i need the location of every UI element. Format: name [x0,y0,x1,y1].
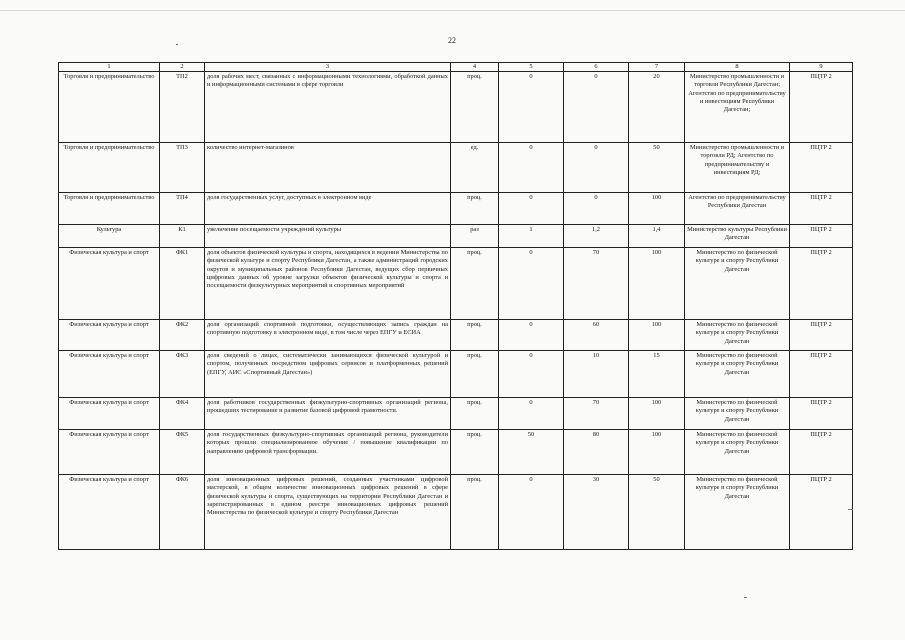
value-cell: 30 [564,475,629,550]
value-cell: 1,2 [564,225,629,248]
unit-cell: проц. [451,351,499,398]
indicator-cell: доля инновационных цифровых решений, созданных участниками цифровой мастерской, в общем количестве инновационных цифровых решений в сфере физической культуры и спорта, существующих на территории Республики Дагестан и зарегистрированных в едином реестре инновационных цифровых решений Министерства по физической культуре и спорту Республики Дагестан [205,475,451,550]
code-cell: ФК2 [160,320,205,351]
value-cell: 1,4 [629,225,685,248]
col-header-5: 5 [499,63,564,72]
responsible-cell: Министерство промышленности и торговли РД; Агентство по предпринимательству и инвестициям РД; [685,143,790,193]
table-row [59,351,853,398]
responsible-cell: Министерство по физической культуре и спорту Республики Дагестан [685,351,790,398]
code-cell: ФК5 [160,430,205,475]
col-header-8: 8 [685,63,790,72]
value-cell: 70 [564,398,629,430]
unit-cell: раз [451,225,499,248]
value-cell: 60 [564,320,629,351]
sector-cell: Физическая культура и спорт [59,475,160,550]
sector-cell: Физическая культура и спорт [59,398,160,430]
value-cell: 0 [564,72,629,143]
unit-cell: проц. [451,430,499,475]
scan-speck [744,597,747,598]
col-header-3: 3 [205,63,451,72]
sector-cell: Культура [59,225,160,248]
value-cell: 0 [499,248,564,320]
responsible-cell: Министерство культуры Республики Дагестан [685,225,790,248]
value-cell: 0 [499,320,564,351]
sector-cell: Торговля и предпринимательство [59,193,160,225]
code-cell: ФК1 [160,248,205,320]
responsible-cell: Министерство промышленности и торговли Республики Дагестан; Агентство по предпринимательству и инвестициям Республики Дагестан; [685,72,790,143]
indicator-cell: доля сведений о лицах, систематически занимающихся физической культурой и спортом, полученных посредством цифровых сервисов и платформенных решений (ЕПГУ, АИС «Спортивный Дагестан») [205,351,451,398]
value-cell: 0 [499,143,564,193]
sector-cell: Физическая культура и спорт [59,248,160,320]
value-cell: 100 [629,193,685,225]
value-cell: 0 [564,143,629,193]
source-cell: ПЦТР 2 [790,320,853,351]
col-header-2: 2 [160,63,205,72]
source-cell: ПЦТР 2 [790,351,853,398]
value-cell: 100 [629,398,685,430]
indicator-cell: доля организаций спортивной подготовки, осуществляющих запись граждан на спортивную подготовку в электронном виде, в том числе через ЕПГУ и ЕСИА [205,320,451,351]
col-header-1: 1 [59,63,160,72]
col-header-9: 9 [790,63,853,72]
value-cell: 20 [629,72,685,143]
indicator-cell: количество интернет-магазинов [205,143,451,193]
header-row [59,63,853,72]
unit-cell: проц. [451,193,499,225]
indicator-cell: доля государственных услуг, доступных в электронном виде [205,193,451,225]
responsible-cell: Министерство по физической культуре и спорту Республики Дагестан [685,248,790,320]
unit-cell: проц. [451,320,499,351]
col-header-4: 4 [451,63,499,72]
sector-cell: Физическая культура и спорт [59,351,160,398]
value-cell: 100 [629,248,685,320]
value-cell: 0 [499,193,564,225]
responsible-cell: Министерство по физической культуре и спорту Республики Дагестан [685,475,790,550]
source-cell: ПЦТР 2 [790,193,853,225]
col-header-6: 6 [564,63,629,72]
table-row [59,320,853,351]
source-cell: ПЦТР 2 [790,72,853,143]
scan-speck [848,509,853,510]
source-cell: ПЦТР 2 [790,430,853,475]
indicator-cell: доля рабочих мест, связанных с информационными технологиями, обработкой данных и информационными системами в сфере торговли [205,72,451,143]
unit-cell: проц. [451,475,499,550]
value-cell: 0 [499,398,564,430]
value-cell: 50 [629,475,685,550]
value-cell: 15 [629,351,685,398]
indicator-cell: увеличение посещаемости учреждений культуры [205,225,451,248]
source-cell: ПЦТР 2 [790,225,853,248]
code-cell: К1 [160,225,205,248]
code-cell: ТП4 [160,193,205,225]
value-cell: 1 [499,225,564,248]
value-cell: 100 [629,320,685,351]
value-cell: 0 [499,351,564,398]
responsible-cell: Агентство по предпринимательству Республики Дагестан [685,193,790,225]
unit-cell: проц. [451,398,499,430]
table-row [59,193,853,225]
unit-cell: ед. [451,143,499,193]
value-cell: 70 [564,248,629,320]
code-cell: ТП3 [160,143,205,193]
sector-cell: Физическая культура и спорт [59,430,160,475]
indicator-cell: доля государственных физкультурно-спортивных организаций региона, руководители которых прошли специализированное обучение / повышение квалификации по направлению цифровой трансформации. [205,430,451,475]
scan-edge-line [0,10,905,11]
indicators-table [58,62,853,550]
table-row [59,430,853,475]
indicator-cell: доля объектов физической культуры и спорта, находящихся в ведении Министерства по физической культуре и спорту Республики Дагестан, а также администраций городских округов и муниципальных районов Республики Дагестан, ведущих сбор первичных цифровых данных об уровне загрузки объектов физической культуры и спорта и посещаемости физкультурных мероприятий и спортивных мероприятий [205,248,451,320]
value-cell: 0 [499,475,564,550]
sector-cell: Торговля и предпринимательство [59,143,160,193]
value-cell: 0 [564,193,629,225]
sector-cell: Торговля и предпринимательство [59,72,160,143]
value-cell: 50 [629,143,685,193]
table-row [59,398,853,430]
table-row [59,72,853,143]
value-cell: 50 [499,430,564,475]
value-cell: 100 [629,430,685,475]
col-header-7: 7 [629,63,685,72]
responsible-cell: Министерство по физической культуре и спорту Республики Дагестан [685,320,790,351]
table-row [59,143,853,193]
source-cell: ПЦТР 2 [790,143,853,193]
table-row [59,248,853,320]
table-row [59,475,853,550]
page-number: 22 [448,36,456,45]
indicator-cell: доля работников государственных физкультурно-спортивных организаций региона, прошедших тестирование и развитие базовой цифровой грамотности. [205,398,451,430]
value-cell: 80 [564,430,629,475]
source-cell: ПЦТР 2 [790,248,853,320]
source-cell: ПЦТР 2 [790,475,853,550]
scan-speck [176,44,178,45]
value-cell: 10 [564,351,629,398]
code-cell: ФК3 [160,351,205,398]
sector-cell: Физическая культура и спорт [59,320,160,351]
responsible-cell: Министерство по физической культуре и спорту Республики Дагестан [685,398,790,430]
unit-cell: проц. [451,72,499,143]
source-cell: ПЦТР 2 [790,398,853,430]
code-cell: ТП2 [160,72,205,143]
value-cell: 0 [499,72,564,143]
table-row [59,225,853,248]
code-cell: ФК4 [160,398,205,430]
responsible-cell: Министерство по физической культуре и спорту Республики Дагестан [685,430,790,475]
unit-cell: проц. [451,248,499,320]
code-cell: ФК6 [160,475,205,550]
